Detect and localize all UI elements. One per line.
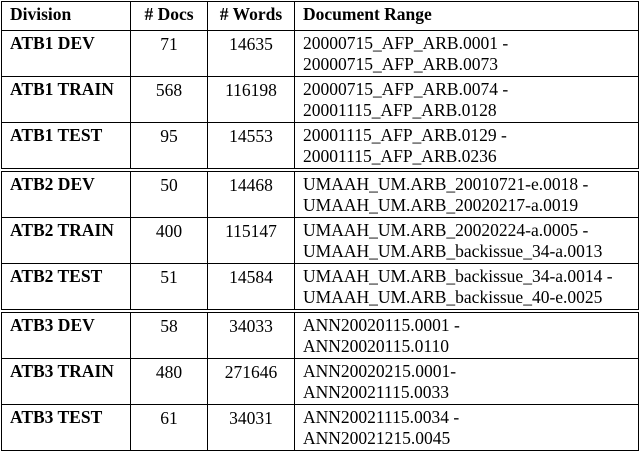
range-end: UMAAH_UM.ARB_20020217-a.0019 — [303, 194, 579, 215]
cell-words: 14553 — [208, 123, 295, 171]
range-end: 20000715_AFP_ARB.0073 — [303, 53, 498, 74]
cell-division: ATB3 DEV — [2, 311, 131, 359]
table-row — [2, 77, 639, 123]
table-row — [2, 170, 639, 218]
cell-words: 14468 — [208, 170, 295, 218]
cell-words: 116198 — [208, 77, 295, 123]
cell-docs: 61 — [131, 405, 208, 451]
cell-words: 14584 — [208, 264, 295, 312]
range-start: ANN20020115.0001 - — [303, 315, 460, 335]
header-document-range: Document Range — [295, 2, 639, 31]
cell-document-range — [295, 170, 639, 218]
cell-docs: 50 — [131, 170, 208, 218]
range-end: UMAAH_UM.ARB_backissue_34-a.0013 — [303, 240, 603, 261]
table-row — [2, 123, 639, 171]
cell-division: ATB2 DEV — [2, 170, 131, 218]
cell-document-range — [295, 31, 639, 77]
cell-division: ATB1 DEV — [2, 31, 131, 77]
cell-division: ATB1 TEST — [2, 123, 131, 171]
cell-division: ATB2 TEST — [2, 264, 131, 312]
table-row — [2, 359, 639, 405]
range-start: ANN20021115.0034 - — [303, 407, 460, 427]
table-row — [2, 311, 639, 359]
range-start: ANN20020215.0001- — [303, 361, 457, 381]
cell-docs: 400 — [131, 218, 208, 264]
cell-document-range — [295, 218, 639, 264]
range-start: UMAAH_UM.ARB_20010721-e.0018 - — [303, 174, 589, 194]
cell-division: ATB1 TRAIN — [2, 77, 131, 123]
range-end: ANN20021215.0045 — [303, 427, 451, 448]
cell-document-range — [295, 405, 639, 451]
cell-document-range — [295, 77, 639, 123]
cell-division: ATB3 TRAIN — [2, 359, 131, 405]
table-row — [2, 218, 639, 264]
range-start: 20000715_AFP_ARB.0001 - — [303, 33, 509, 53]
cell-document-range — [295, 359, 639, 405]
cell-words: 14635 — [208, 31, 295, 77]
cell-docs: 95 — [131, 123, 208, 171]
header-docs: # Docs — [131, 2, 208, 31]
range-end: 20001115_AFP_ARB.0128 — [303, 99, 497, 120]
cell-document-range — [295, 264, 639, 312]
cell-division: ATB2 TRAIN — [2, 218, 131, 264]
cell-docs: 568 — [131, 77, 208, 123]
range-end: ANN20021115.0033 — [303, 381, 449, 402]
range-start: 20001115_AFP_ARB.0129 - — [303, 125, 507, 145]
table-row — [2, 31, 639, 77]
cell-docs: 58 — [131, 311, 208, 359]
cell-division: ATB3 TEST — [2, 405, 131, 451]
cell-docs: 480 — [131, 359, 208, 405]
cell-document-range — [295, 311, 639, 359]
cell-docs: 51 — [131, 264, 208, 312]
range-end: UMAAH_UM.ARB_backissue_40-e.0025 — [303, 286, 603, 307]
table-header-row — [2, 2, 639, 31]
range-start: UMAAH_UM.ARB_20020224-a.0005 - — [303, 220, 589, 240]
header-division: Division — [2, 2, 131, 31]
cell-words: 34031 — [208, 405, 295, 451]
header-words: # Words — [208, 2, 295, 31]
range-end: 20001115_AFP_ARB.0236 — [303, 145, 497, 166]
range-end: ANN20020115.0110 — [303, 335, 449, 356]
cell-words: 271646 — [208, 359, 295, 405]
table-row — [2, 405, 639, 451]
cell-words: 115147 — [208, 218, 295, 264]
dataset-split-table — [1, 1, 639, 451]
range-start: UMAAH_UM.ARB_backissue_34-a.0014 - — [303, 266, 613, 286]
cell-words: 34033 — [208, 311, 295, 359]
table-row — [2, 264, 639, 312]
table-body — [2, 31, 639, 451]
cell-docs: 71 — [131, 31, 208, 77]
range-start: 20000715_AFP_ARB.0074 - — [303, 79, 509, 99]
cell-document-range — [295, 123, 639, 171]
